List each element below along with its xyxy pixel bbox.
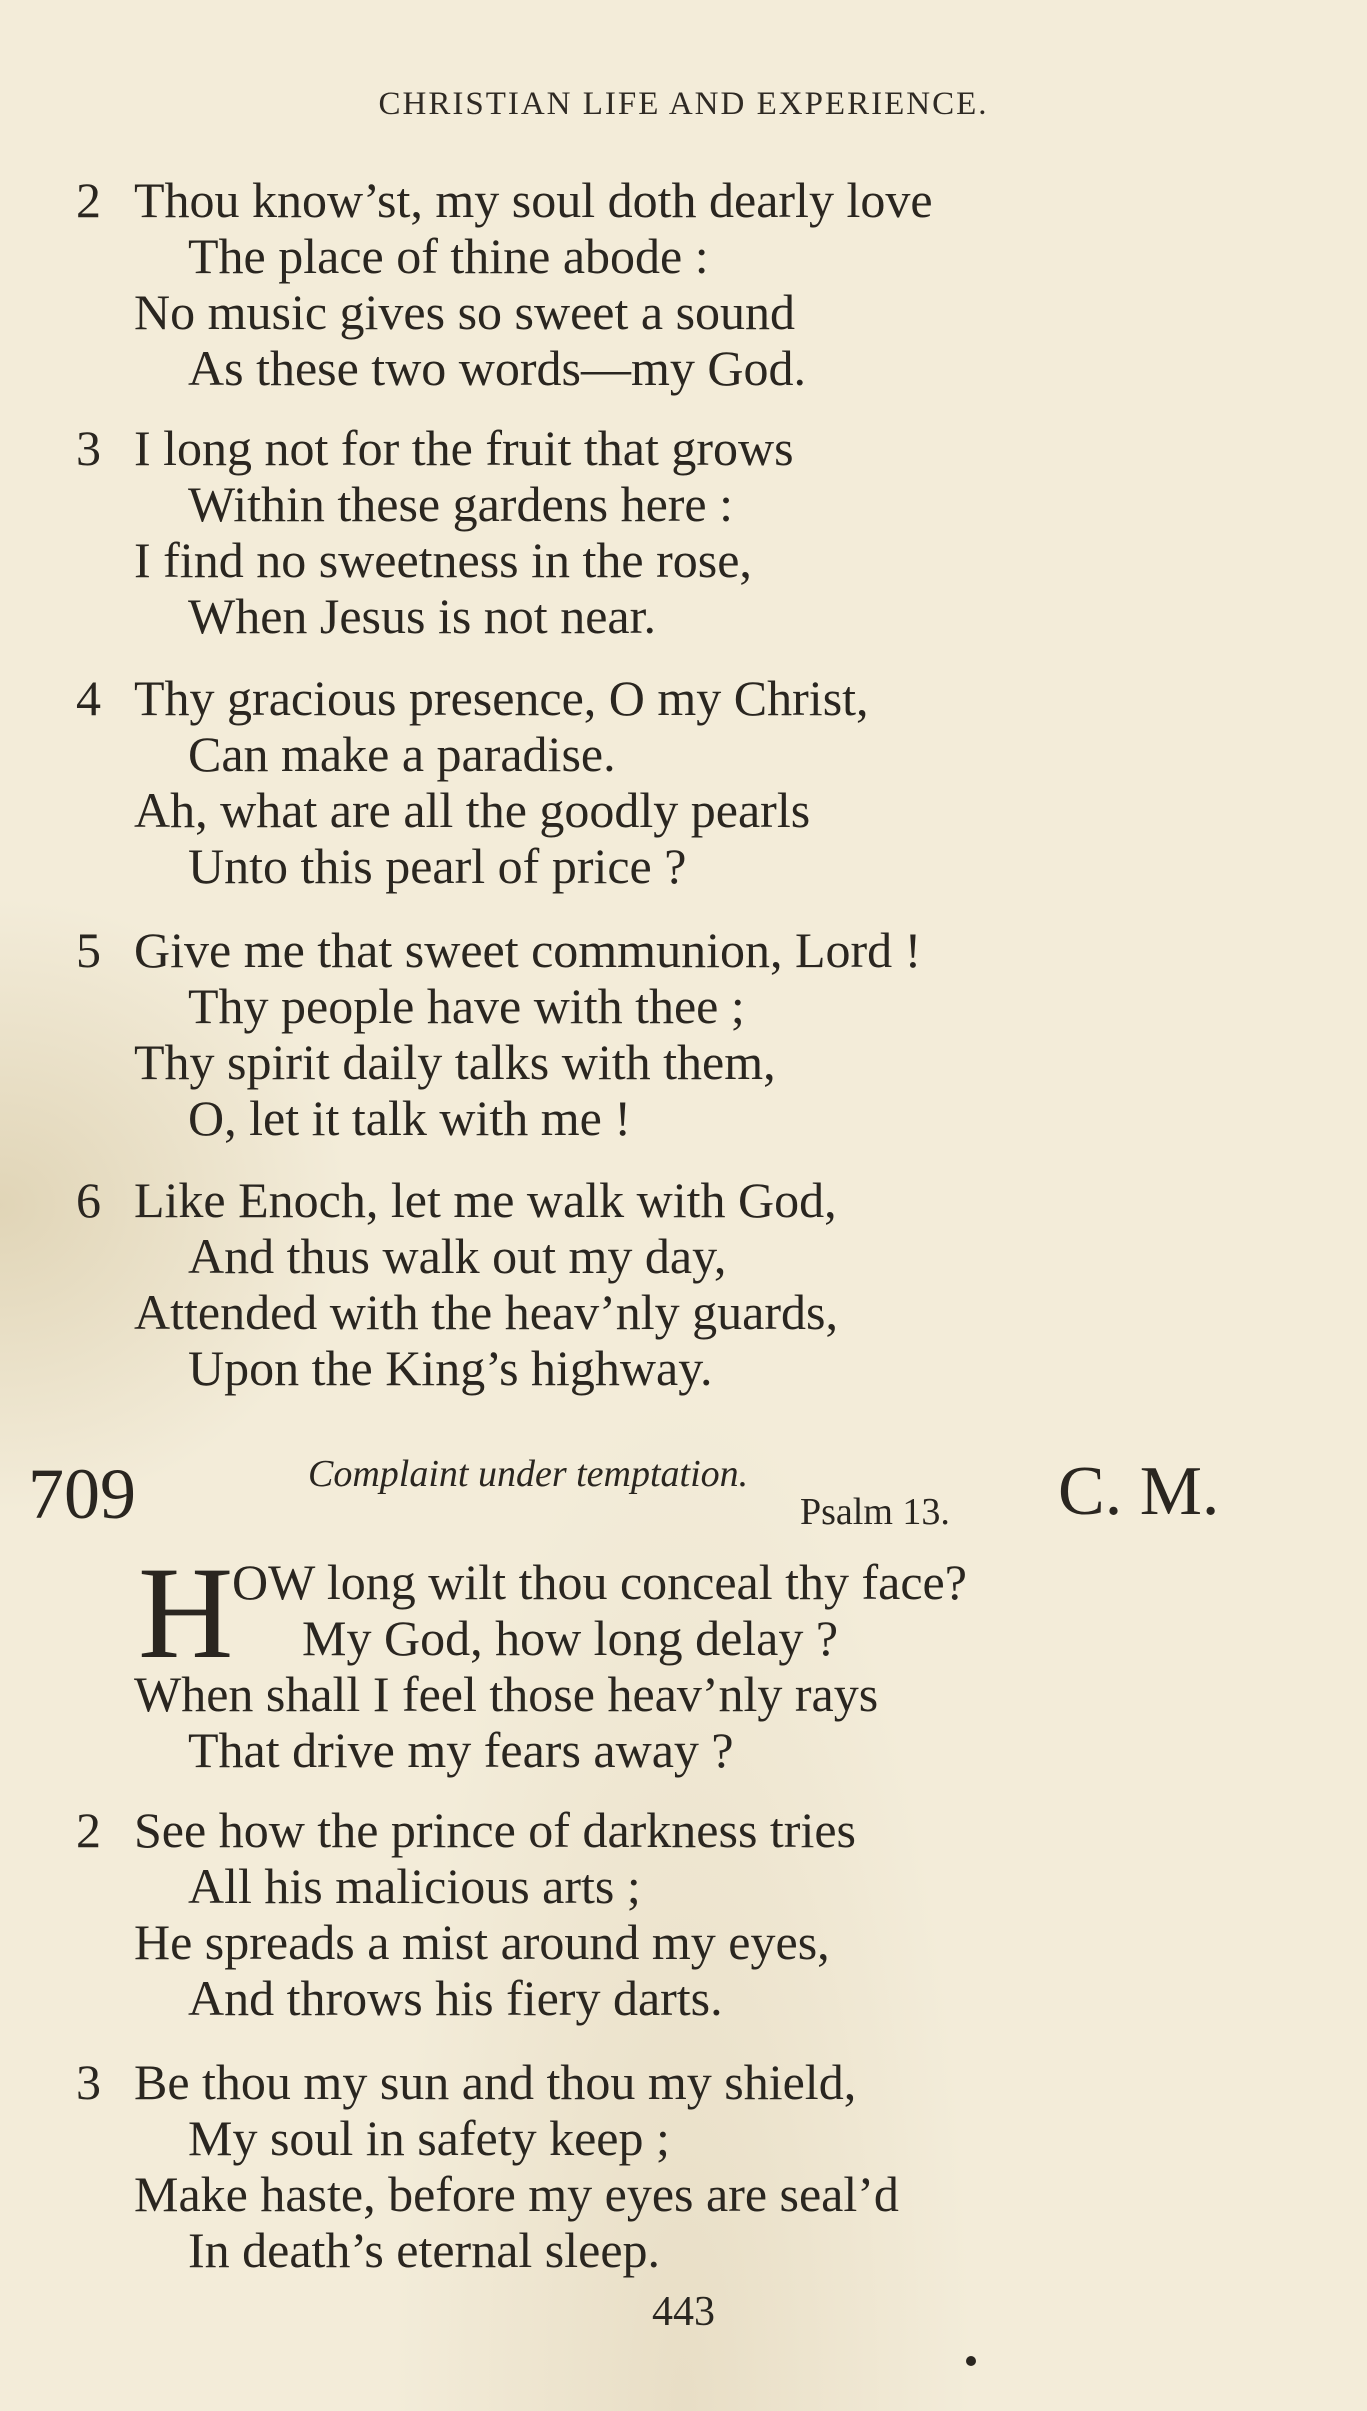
- stanza-number: 5: [76, 922, 101, 978]
- stanza-line: Ah, what are all the goodly pearls: [134, 782, 811, 838]
- hymn-709-stanza-3: [76, 2054, 1316, 2278]
- stanza-line: I find no sweetness in the rose,: [134, 532, 752, 588]
- stanza-line: OW long wilt thou conceal thy face?: [232, 1554, 967, 1610]
- stanza-line: My God, how long delay ?: [302, 1610, 839, 1666]
- hymn-title: Complaint under temptation.: [308, 1453, 749, 1495]
- stanza-5: [76, 922, 1316, 1146]
- stanza-4: [76, 670, 1316, 894]
- stanza-line: My soul in safety keep ;: [188, 2110, 670, 2166]
- scripture-reference: Psalm 13.: [800, 1491, 950, 1533]
- hymn-heading: [0, 1450, 1367, 1540]
- stanza-line: O, let it talk with me !: [188, 1090, 631, 1146]
- stanza-line: Thy people have with thee ;: [188, 978, 745, 1034]
- stanza-line: 2 See how the prince of darkness tries: [76, 1802, 856, 1858]
- stanza-line: When shall I feel those heav’nly rays: [134, 1666, 879, 1722]
- stanza-number: 4: [76, 670, 101, 726]
- stanza-line: That drive my fears away ?: [188, 1722, 734, 1778]
- hymn-709-stanza-2: [76, 1802, 1316, 2026]
- stanza-line: 5 Give me that sweet communion, Lord !: [76, 922, 922, 978]
- stanza-line: Unto this pearl of price ?: [188, 838, 687, 894]
- stanza-number: 6: [76, 1172, 101, 1228]
- stanza-line: 2 Thou know’st, my soul doth dearly love: [76, 172, 933, 228]
- stanza-number: 2: [76, 172, 101, 228]
- stanza-line: He spreads a mist around my eyes,: [134, 1914, 830, 1970]
- stanza-line: Thy spirit daily talks with them,: [134, 1034, 776, 1090]
- ink-mark: [966, 2356, 976, 2366]
- stanza-line: No music gives so sweet a sound: [134, 284, 796, 340]
- stanza-3: [76, 420, 1316, 644]
- stanza-line: 3 I long not for the fruit that grows: [76, 420, 794, 476]
- drop-cap: H: [138, 1539, 234, 1686]
- stanza-line: 3 Be thou my sun and thou my shield,: [76, 2054, 857, 2110]
- stanza-line: All his malicious arts ;: [188, 1858, 641, 1914]
- stanza-number: 3: [76, 420, 101, 476]
- stanza-2: [76, 172, 1316, 396]
- stanza-line: Make haste, before my eyes are seal’d: [134, 2166, 899, 2222]
- stanza-6: [76, 1172, 1316, 1396]
- stanza-line: Attended with the heav’nly guards,: [134, 1284, 838, 1340]
- stanza-line: And thus walk out my day,: [188, 1228, 727, 1284]
- stanza-line: In death’s eternal sleep.: [188, 2222, 661, 2278]
- stanza-line: Upon the King’s highway.: [188, 1340, 713, 1396]
- stanza-number: 2: [76, 1802, 101, 1858]
- hymn-number: 709: [28, 1454, 136, 1534]
- page-number: 443: [652, 2289, 715, 2335]
- stanza-line: Can make a paradise.: [188, 726, 616, 782]
- stanza-number: 3: [76, 2054, 101, 2110]
- stanza-line: 4 Thy gracious presence, O my Christ,: [76, 670, 869, 726]
- stanza-line: When Jesus is not near.: [188, 588, 656, 644]
- stanza-line: The place of thine abode :: [188, 228, 709, 284]
- stanza-1-dropcap: [76, 1539, 1316, 1778]
- stanza-line: 6 Like Enoch, let me walk with God,: [76, 1172, 837, 1228]
- hymn-meter: C. M.: [1058, 1453, 1220, 1530]
- running-head: CHRISTIAN LIFE AND EXPERIENCE.: [378, 86, 989, 122]
- stanza-line: Within these gardens here :: [188, 476, 734, 532]
- stanza-line: And throws his fiery darts.: [188, 1970, 723, 2026]
- stanza-line: As these two words—my God.: [188, 340, 807, 396]
